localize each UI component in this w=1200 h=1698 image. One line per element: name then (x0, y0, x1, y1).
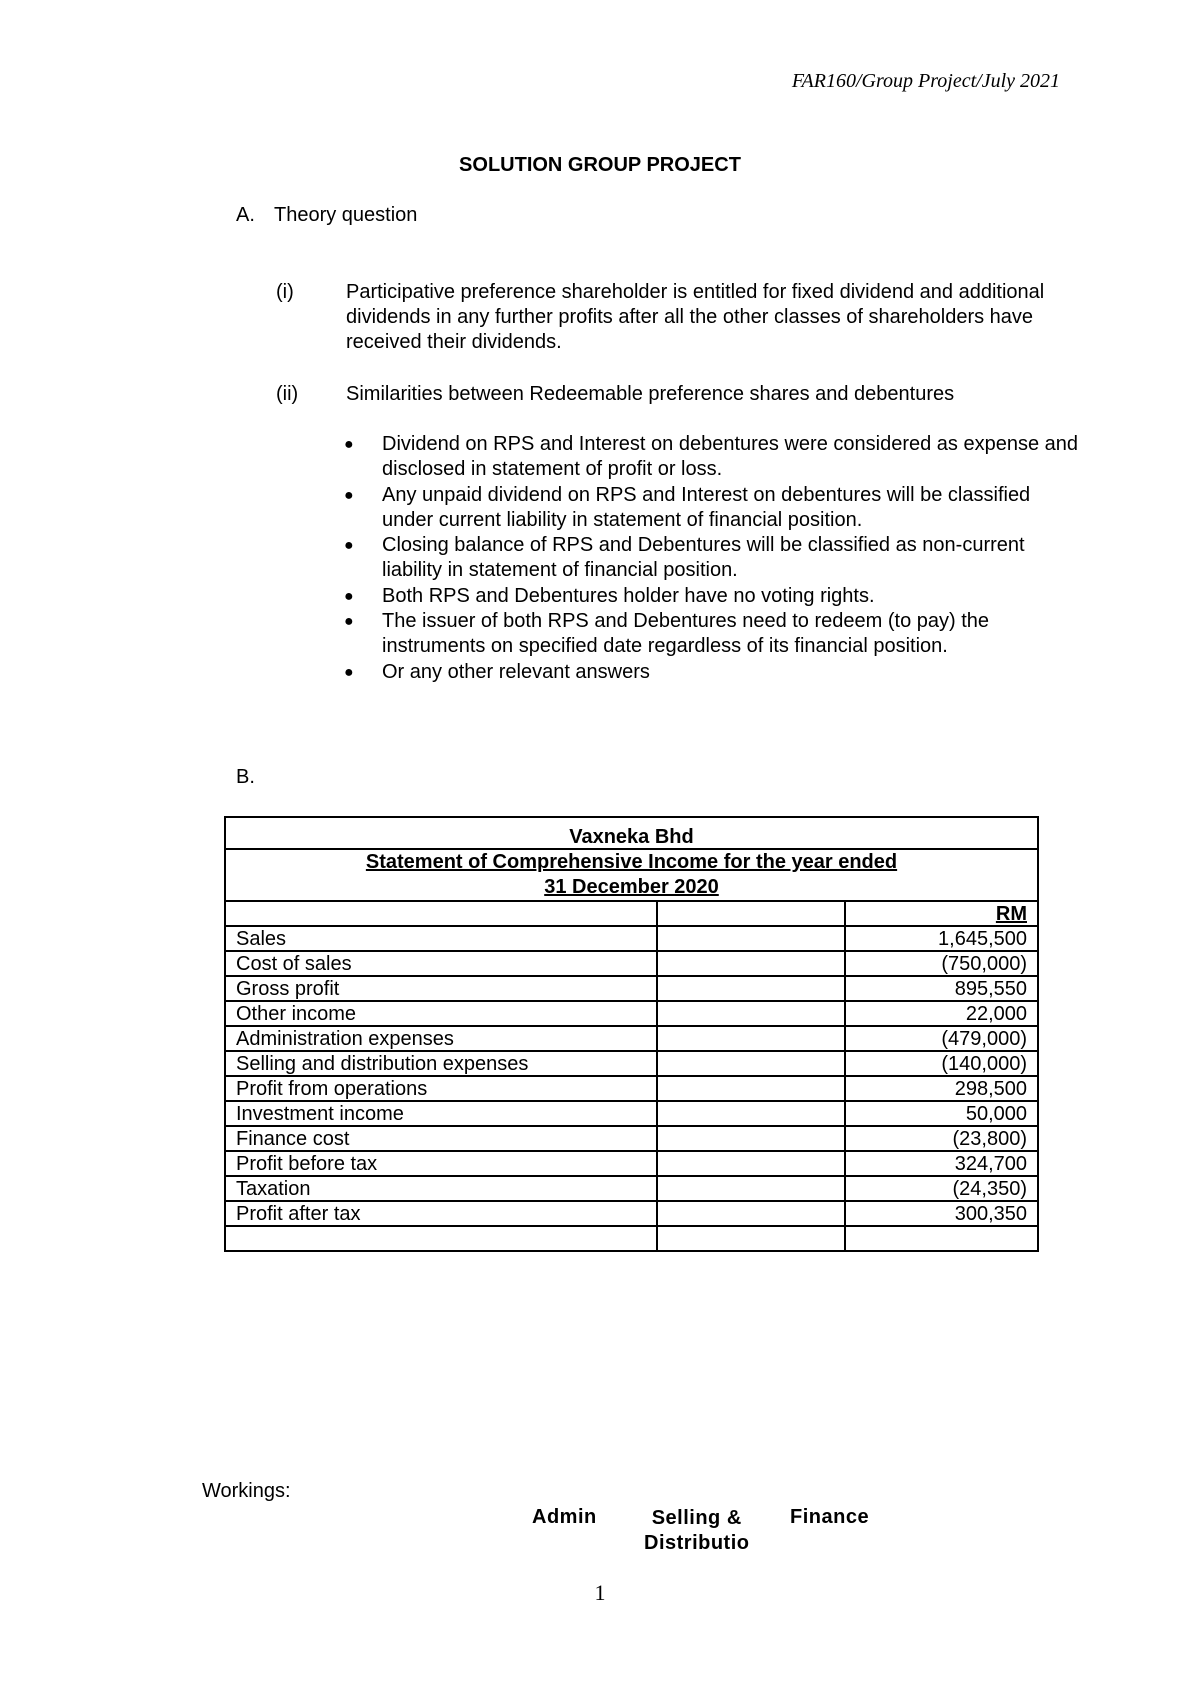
table-row: Gross profit 895,550 (225, 976, 1038, 1001)
table-row (225, 1226, 1038, 1251)
income-statement-table (224, 816, 1039, 1252)
item-ii-text: Similarities between Redeemable preference shares and debentures (346, 383, 955, 405)
item-ii-number: (ii) (276, 383, 299, 405)
workings-col-finance: Finance (790, 1506, 870, 1528)
list-item: ● Dividend on RPS and Interest on debentures were considered as expense and disclosed in statement of profit or loss. (344, 433, 1079, 481)
table-row: Profit from operations 298,500 (225, 1076, 1038, 1101)
page-number: 1 (594, 1580, 606, 1605)
table-row: Profit after tax 300,350 (225, 1201, 1038, 1226)
workings-col-admin: Admin (532, 1506, 597, 1528)
statement-title: Statement of Comprehensive Income for the year ended 31 December 2020 (225, 849, 1038, 901)
table-row: Investment income 50,000 (225, 1101, 1038, 1126)
list-item: ● Closing balance of RPS and Debentures will be classified as non-current liability in statement of financial position. (344, 534, 1025, 582)
list-item: ● Any unpaid dividend on RPS and Interest on debentures will be classified under current liability in statement of financial position. (344, 483, 1031, 531)
item-i-text: Participative preference shareholder is entitled for fixed dividend and additional dividends in any further profits after all the other classes of shareholders have received their dividends. (346, 281, 1045, 353)
bullet-icon: ● (344, 613, 354, 631)
bullet-icon: ● (344, 663, 354, 681)
table-row: Sales 1,645,500 (225, 926, 1038, 951)
bullet-icon: ● (344, 436, 354, 453)
table-row: Taxation (24,350) (225, 1176, 1038, 1201)
table-row: Selling and distribution expenses (140,000) (225, 1051, 1038, 1076)
table-row: Other income 22,000 (225, 1001, 1038, 1026)
section-a-label: A. (236, 204, 255, 226)
table-cell (657, 901, 845, 926)
table-row: Profit before tax 324,700 (225, 1151, 1038, 1176)
similarities-list (340, 432, 1080, 685)
list-item: ● The issuer of both RPS and Debentures need to redeem (to pay) the instruments on specified date regardless of its financial position. (344, 610, 990, 658)
section-a-title: Theory question (274, 204, 418, 226)
workings-col-selling: Selling & Distributio (644, 1507, 750, 1554)
bullet-icon: ● (344, 537, 354, 555)
table-row: Finance cost (23,800) (225, 1126, 1038, 1151)
list-item: ● Both RPS and Debentures holder have no voting rights. (340, 584, 1080, 609)
document-title: SOLUTION GROUP PROJECT (459, 154, 741, 176)
table-row: Cost of sales (750,000) (225, 951, 1038, 976)
section-b-label: B. (236, 766, 255, 788)
currency-header: RM (845, 901, 1038, 926)
course-reference: FAR160/Group Project/July 2021 (791, 70, 1060, 92)
bullet-icon: ● (344, 486, 354, 504)
bullet-icon: ● (344, 587, 354, 605)
table-cell (225, 901, 657, 926)
section-a-heading (236, 204, 417, 227)
table-row: Administration expenses (479,000) (225, 1026, 1038, 1051)
workings-label: Workings: (202, 1480, 291, 1502)
company-name: Vaxneka Bhd (225, 817, 1038, 849)
item-i-number: (i) (276, 281, 294, 303)
list-item: ● Or any other relevant answers (340, 660, 1080, 685)
